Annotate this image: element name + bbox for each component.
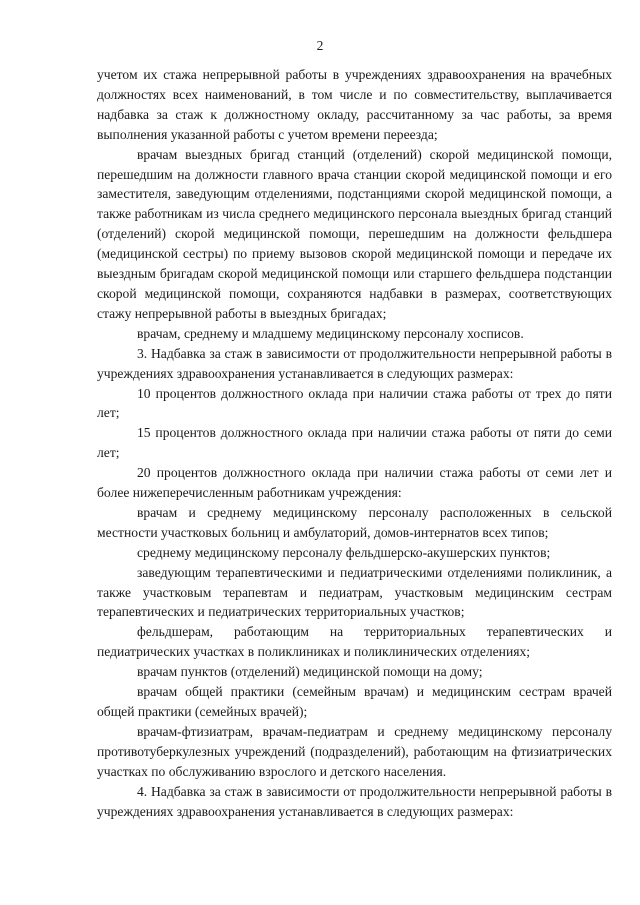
- paragraph: 4. Надбавка за стаж в зависимости от продолжительности непрерывной работы в учреждениях здравоохранения устанавливается в следующих размерах:: [97, 783, 612, 819]
- paragraph: врачам общей практики (семейным врачам) и медицинским сестрам врачей общей практики (семейных врачей);: [97, 684, 612, 719]
- paragraph: врачам и среднему медицинскому персоналу расположенных в сельской местности участковых больниц и амбулаторий, домов-интернатов всех типов;: [97, 504, 612, 540]
- paragraph: 15 процентов должностного оклада при наличии стажа работы от пяти до семи лет;: [97, 425, 612, 461]
- paragraph: 10 процентов должностного оклада при наличии стажа работы от трех до пяти лет;: [97, 385, 612, 421]
- page-number: 2: [316, 38, 324, 53]
- paragraph: врачам выездных бригад станций (отделений) скорой медицинской помощи, перешедшим на должности главного врача станции скорой медицинской помощи и его заместителя, заведующим отделениями, подстанциями скорой медицинской помощи, а также работникам из числа среднего медицинского персонала выездных бригад станций (отделений) скорой медицинской помощи, перешедшим на должности фельдшера (медицинской сестры) по приему вызовов скорой медицинской помощи и передаче их выездным бригадам скорой медицинской помощи или старшего фельдшера подстанции скорой медицинской помощи, сохраняются надбавки в размерах, соответствующих стажу непрерывной работы в выездных бригадах;: [97, 146, 612, 321]
- paragraph: среднему медицинскому персоналу фельдшерско-акушерских пунктов;: [137, 544, 551, 560]
- paragraph: заведующим терапевтическими и педиатрическими отделениями поликлиник, а также участковым терапевтам и педиатрам, участковым медицинским сестрам терапевтических и педиатрических территориальных участков;: [97, 564, 612, 620]
- document-body: [97, 65, 612, 821]
- paragraph: врачам, среднему и младшему медицинскому персоналу хосписов.: [137, 325, 524, 341]
- paragraph: фельдшерам, работающим на территориальных терапевтических и педиатрических участках в поликлиниках и поликлинических отделениях;: [97, 624, 612, 660]
- paragraph: 3. Надбавка за стаж в зависимости от продолжительности непрерывной работы в учреждениях здравоохранения устанавливается в следующих размерах:: [97, 345, 612, 381]
- paragraph: 20 процентов должностного оклада при наличии стажа работы от семи лет и более нижеперечисленным работникам учреждения:: [97, 465, 612, 501]
- paragraph: врачам пунктов (отделений) медицинской помощи на дому;: [137, 664, 483, 680]
- paragraph: учетом их стажа непрерывной работы в учреждениях здравоохранения на врачебных должностях всех наименований, в том числе и по совместительству, выплачивается надбавка за стаж к должностному окладу, рассчитанному за час работы, за время выполнения указанной работы с учетом времени переезда;: [97, 67, 612, 142]
- paragraph: врачам-фтизиатрам, врачам-педиатрам и среднему медицинскому персоналу противотуберкулезных учреждений (подразделений), работающим на фтизиатрических участках по обслуживанию взрослого и детского населения.: [97, 723, 612, 779]
